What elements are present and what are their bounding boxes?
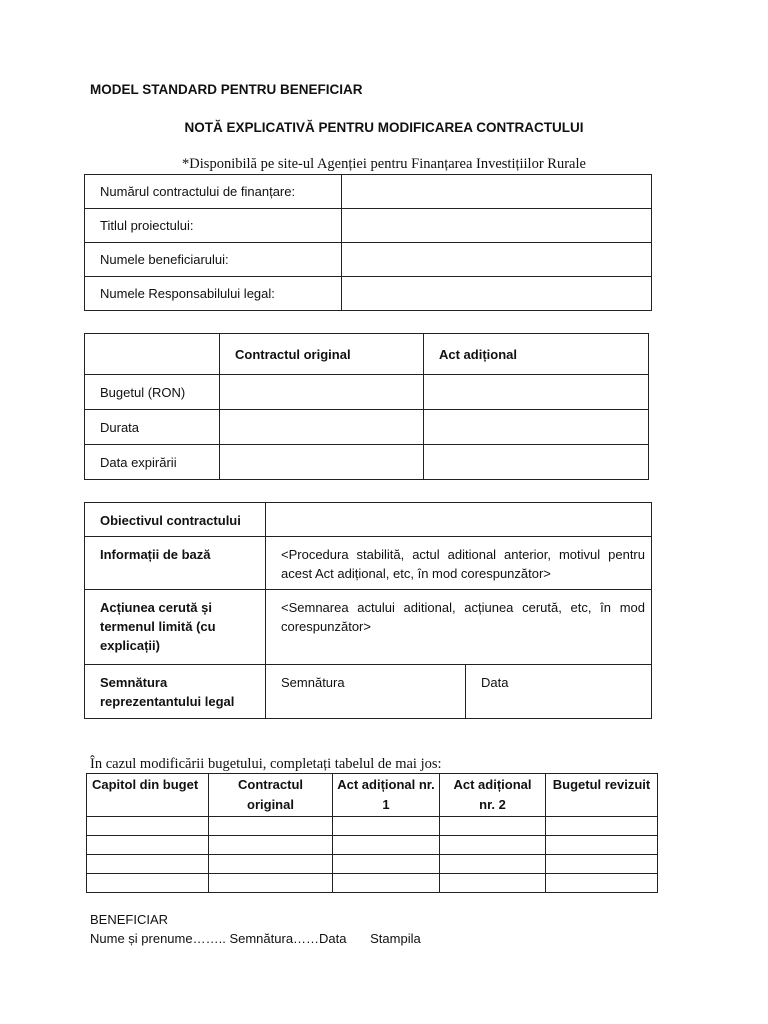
expiry-addendum-field[interactable]	[424, 445, 649, 480]
name-field[interactable]: Nume și prenume……..	[90, 931, 226, 946]
table-row	[85, 590, 652, 665]
project-title-field[interactable]	[342, 209, 652, 243]
table-row	[87, 855, 658, 874]
table-row	[85, 503, 652, 537]
contract-number-field[interactable]	[342, 175, 652, 209]
required-action-label: Acțiunea cerută și termenul limită (cu explicații)	[85, 590, 266, 665]
expiry-original-field[interactable]	[220, 445, 424, 480]
stamp-field[interactable]: Stampila	[370, 931, 421, 946]
table-row	[85, 445, 649, 480]
project-title-label: Titlul proiectului:	[85, 209, 342, 243]
budget-revision-table	[86, 773, 658, 893]
required-action-text: <Semnarea actului aditional, acțiunea cerută, etc, în mod corespunzător>	[266, 590, 652, 665]
duration-label: Durata	[85, 410, 220, 445]
date-field[interactable]: Data	[319, 931, 347, 946]
budget-table-intro: În cazul modificării bugetului, completați tabelul de mai jos:	[90, 756, 442, 772]
table-cell[interactable]	[440, 855, 546, 874]
date-field[interactable]: Data	[466, 665, 652, 719]
table-row	[85, 277, 652, 311]
background-info-text: <Procedura stabilită, actul aditional anterior, motivul pentru acest Act adițional, etc, în mod corespunzător>	[266, 537, 652, 590]
contract-objective-table	[84, 502, 652, 719]
footer-signature-line	[90, 931, 421, 946]
availability-note: *Disponibilă pe site-ul Agenției pentru Finanțarea Investițiilor Rurale	[182, 156, 586, 172]
signature-field[interactable]: Semnătura	[266, 665, 466, 719]
revised-budget-column-header: Bugetul revizuit	[546, 774, 658, 817]
table-cell[interactable]	[440, 874, 546, 893]
beneficiary-name-label: Numele beneficiarului:	[85, 243, 342, 277]
duration-addendum-field[interactable]	[424, 410, 649, 445]
table-cell[interactable]	[546, 874, 658, 893]
table-cell[interactable]	[87, 874, 209, 893]
table-cell[interactable]	[209, 836, 333, 855]
table-row	[85, 175, 652, 209]
table-cell[interactable]	[440, 817, 546, 836]
model-title: MODEL STANDARD PENTRU BENEFICIAR	[90, 82, 363, 97]
table-row	[85, 665, 652, 719]
table-cell[interactable]	[209, 874, 333, 893]
duration-original-field[interactable]	[220, 410, 424, 445]
budget-addendum-field[interactable]	[424, 375, 649, 410]
budget-label: Bugetul (RON)	[85, 375, 220, 410]
beneficiary-name-field[interactable]	[342, 243, 652, 277]
background-info-label: Informații de bază	[85, 537, 266, 590]
legal-representative-field[interactable]	[342, 277, 652, 311]
contract-number-label: Numărul contractului de finanțare:	[85, 175, 342, 209]
original-contract-column-header: Contractul original	[209, 774, 333, 817]
table-cell[interactable]	[333, 874, 440, 893]
table-header-row	[87, 774, 658, 817]
legal-representative-label: Numele Responsabilului legal:	[85, 277, 342, 311]
original-contract-header: Contractul original	[220, 334, 424, 375]
table-header-row	[85, 334, 649, 375]
table-row	[85, 375, 649, 410]
table-row	[87, 817, 658, 836]
table-row	[87, 836, 658, 855]
table-cell[interactable]	[87, 836, 209, 855]
table-cell[interactable]	[209, 855, 333, 874]
signature-field[interactable]: Semnătura……	[229, 931, 320, 946]
table-cell[interactable]	[87, 855, 209, 874]
contract-info-table	[84, 174, 652, 311]
table-cell[interactable]	[440, 836, 546, 855]
table-row	[87, 874, 658, 893]
empty-header-cell	[85, 334, 220, 375]
addendum-header: Act adițional	[424, 334, 649, 375]
table-cell[interactable]	[546, 817, 658, 836]
table-cell[interactable]	[209, 817, 333, 836]
budget-original-field[interactable]	[220, 375, 424, 410]
objective-label: Obiectivul contractului	[85, 503, 266, 537]
table-cell[interactable]	[546, 836, 658, 855]
expiry-date-label: Data expirării	[85, 445, 220, 480]
addendum-2-column-header: Act adițional nr. 2	[440, 774, 546, 817]
legal-signature-label: Semnătura reprezentantului legal	[85, 665, 266, 719]
addendum-1-column-header: Act adițional nr. 1	[333, 774, 440, 817]
table-cell[interactable]	[333, 855, 440, 874]
contract-comparison-table	[84, 333, 649, 480]
table-cell[interactable]	[333, 836, 440, 855]
beneficiary-heading: BENEFICIAR	[90, 912, 169, 927]
objective-field[interactable]	[266, 503, 652, 537]
table-row	[85, 209, 652, 243]
table-row	[85, 243, 652, 277]
table-cell[interactable]	[87, 817, 209, 836]
table-row	[85, 537, 652, 590]
table-cell[interactable]	[333, 817, 440, 836]
table-cell[interactable]	[546, 855, 658, 874]
budget-chapter-header: Capitol din buget	[87, 774, 209, 817]
table-row	[85, 410, 649, 445]
document-title: NOTĂ EXPLICATIVĂ PENTRU MODIFICAREA CONTRACTULUI	[184, 120, 584, 135]
